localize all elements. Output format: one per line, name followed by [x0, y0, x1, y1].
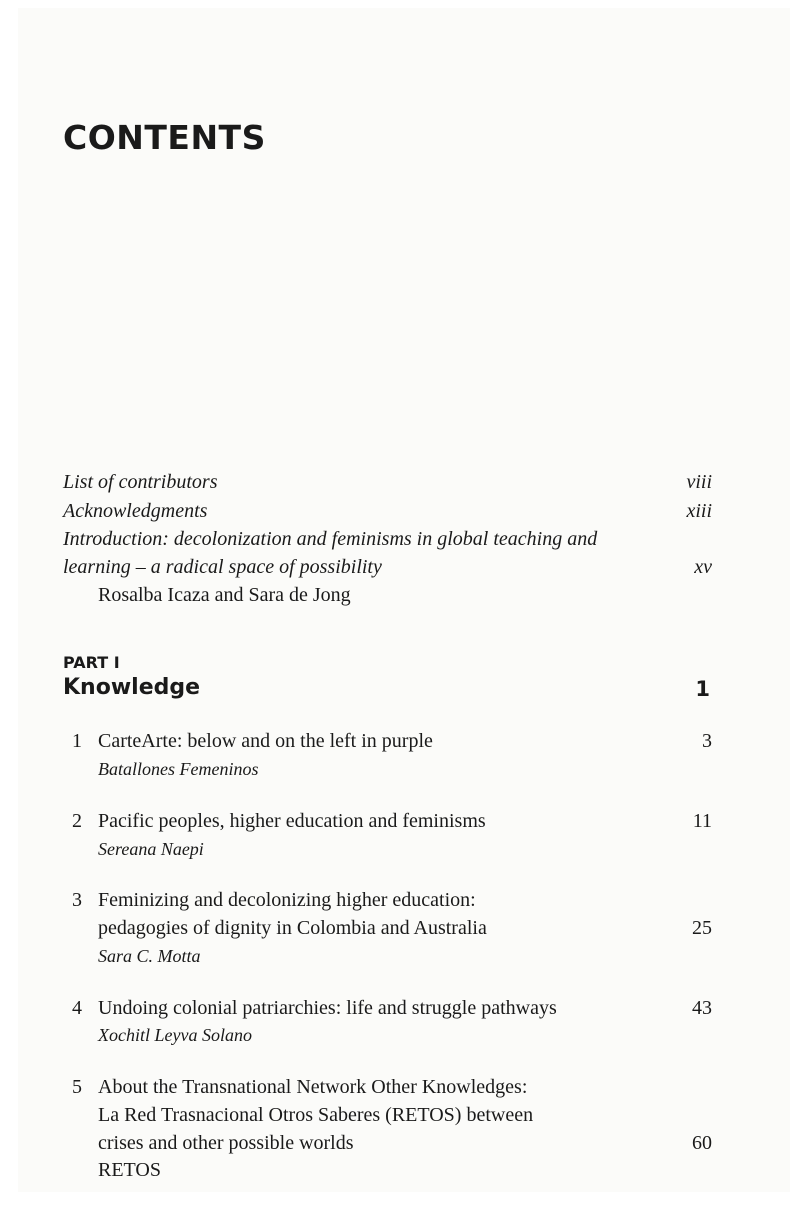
chapter-page: 11 — [692, 810, 712, 832]
toc-page-acknowledgments: xiii — [686, 500, 712, 522]
chapter-number: 4 — [72, 997, 82, 1019]
chapter-author: Batallones Femeninos — [98, 759, 259, 779]
toc-entry-introduction-line-2[interactable]: learning – a radical space of possibility — [63, 556, 382, 578]
chapter-number: 1 — [72, 730, 82, 752]
chapter-title-line-1[interactable]: About the Transnational Network Other Knowledges: — [98, 1076, 528, 1098]
chapter-number: 5 — [72, 1076, 82, 1098]
part-label: PART I — [63, 653, 120, 672]
toc-entry-acknowledgments[interactable]: Acknowledgments — [63, 500, 208, 522]
chapter-page: 60 — [692, 1132, 712, 1154]
chapter-author: Xochitl Leyva Solano — [98, 1025, 252, 1045]
page-title: CONTENTS — [63, 118, 266, 157]
page — [18, 8, 790, 1192]
chapter-title-line-2[interactable]: pedagogies of dignity in Colombia and Australia — [98, 917, 487, 939]
chapter-title[interactable]: CarteArte: below and on the left in purple — [98, 730, 433, 752]
toc-entry-contributors[interactable]: List of contributors — [63, 471, 218, 493]
chapter-title-line-3[interactable]: crises and other possible worlds — [98, 1132, 354, 1154]
chapter-page: 43 — [692, 997, 712, 1019]
toc-entry-introduction-line-1[interactable]: Introduction: decolonization and feminisms in global teaching and — [63, 528, 598, 550]
part-page: 1 — [695, 677, 710, 701]
chapter-author: RETOS — [98, 1159, 161, 1181]
chapter-title-line-2[interactable]: La Red Trasnacional Otros Saberes (RETOS) between — [98, 1104, 534, 1126]
toc-author-introduction: Rosalba Icaza and Sara de Jong — [98, 584, 351, 606]
chapter-author: Sereana Naepi — [98, 839, 204, 859]
chapter-title[interactable]: Pacific peoples, higher education and feminisms — [98, 810, 486, 832]
chapter-number: 2 — [72, 810, 82, 832]
part-title[interactable]: Knowledge — [63, 675, 201, 700]
toc-page-introduction: xv — [694, 556, 712, 578]
chapter-page: 3 — [702, 730, 712, 752]
chapter-number: 3 — [72, 889, 82, 911]
chapter-page: 25 — [692, 917, 712, 939]
chapter-title-line-1[interactable]: Feminizing and decolonizing higher education: — [98, 889, 476, 911]
toc-page-contributors: viii — [686, 471, 712, 493]
chapter-author: Sara C. Motta — [98, 946, 201, 966]
chapter-title[interactable]: Undoing colonial patriarchies: life and struggle pathways — [98, 997, 557, 1019]
